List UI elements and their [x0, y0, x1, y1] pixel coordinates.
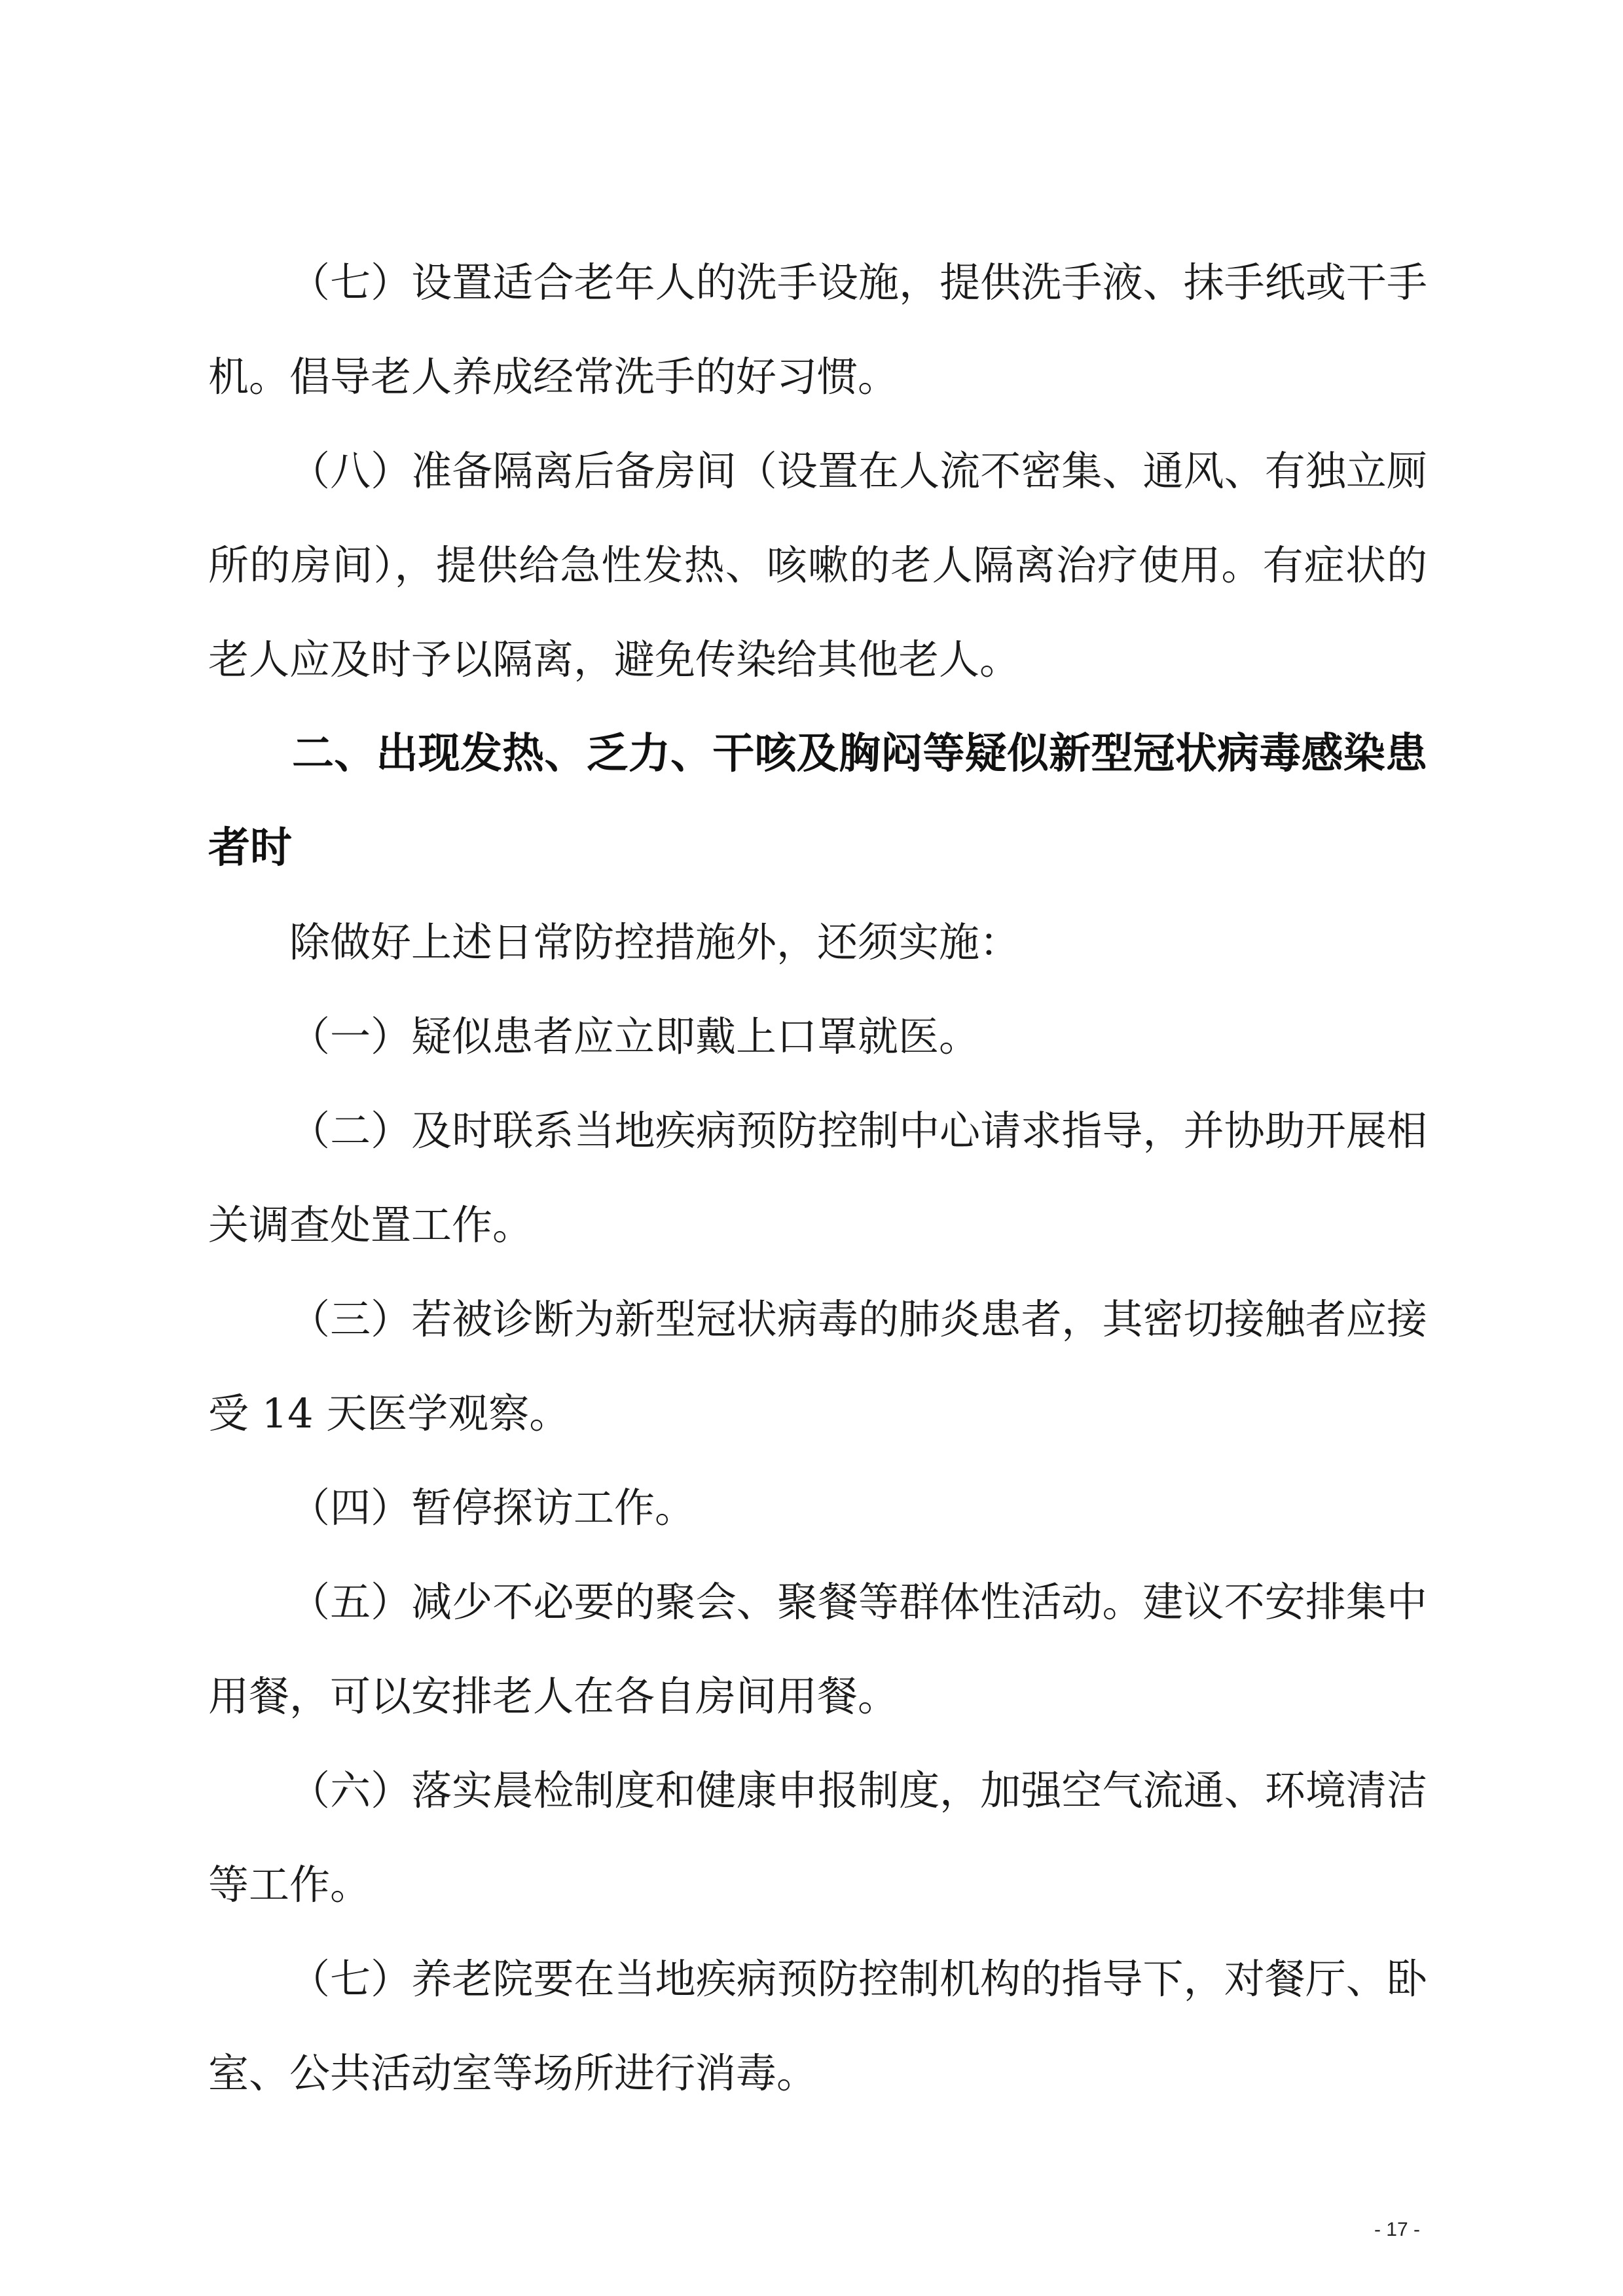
- paragraph-item-4: （四）暂停探访工作。: [289, 1484, 696, 1532]
- paragraph-item-6: （六）落实晨检制度和健康申报制度，加强空气流通、环境清洁等工作。: [208, 1767, 1427, 1909]
- section-heading: 二、出现发热、乏力、干咳及胸闷等疑似新型冠状病毒感染患者时: [208, 730, 1427, 872]
- paragraph-intro: 除做好上述日常防控措施外，还须实施：: [289, 918, 1021, 966]
- page-number: - 17 -: [1374, 2219, 1420, 2240]
- paragraph-item-7: （七）养老院要在当地疾病预防控制机构的指导下，对餐厅、卧室、公共活动室等场所进行消毒。: [208, 1955, 1427, 2097]
- paragraph-isolation-room: （八）准备隔离后备房间（设置在人流不密集、通风、有独立厕所的房间），提供给急性发热、咳嗽的老人隔离治疗使用。有症状的老人应及时予以隔离，避免传染给其他老人。: [208, 447, 1427, 683]
- paragraph-item-2: （二）及时联系当地疾病预防控制中心请求指导，并协助开展相关调查处置工作。: [208, 1107, 1427, 1249]
- paragraph-handwashing: （七）设置适合老年人的洗手设施，提供洗手液、抹手纸或干手机。倡导老人养成经常洗手的好习惯。: [208, 259, 1427, 401]
- paragraph-item-5: （五）减少不必要的聚会、聚餐等群体性活动。建议不安排集中用餐，可以安排老人在各自房间用餐。: [208, 1578, 1427, 1720]
- paragraph-item-3: （三）若被诊断为新型冠状病毒的肺炎患者，其密切接触者应接受 14 天医学观察。: [208, 1295, 1427, 1437]
- document-body: [208, 236, 1427, 2121]
- paragraph-item-1: （一）疑似患者应立即戴上口罩就医。: [289, 1013, 980, 1060]
